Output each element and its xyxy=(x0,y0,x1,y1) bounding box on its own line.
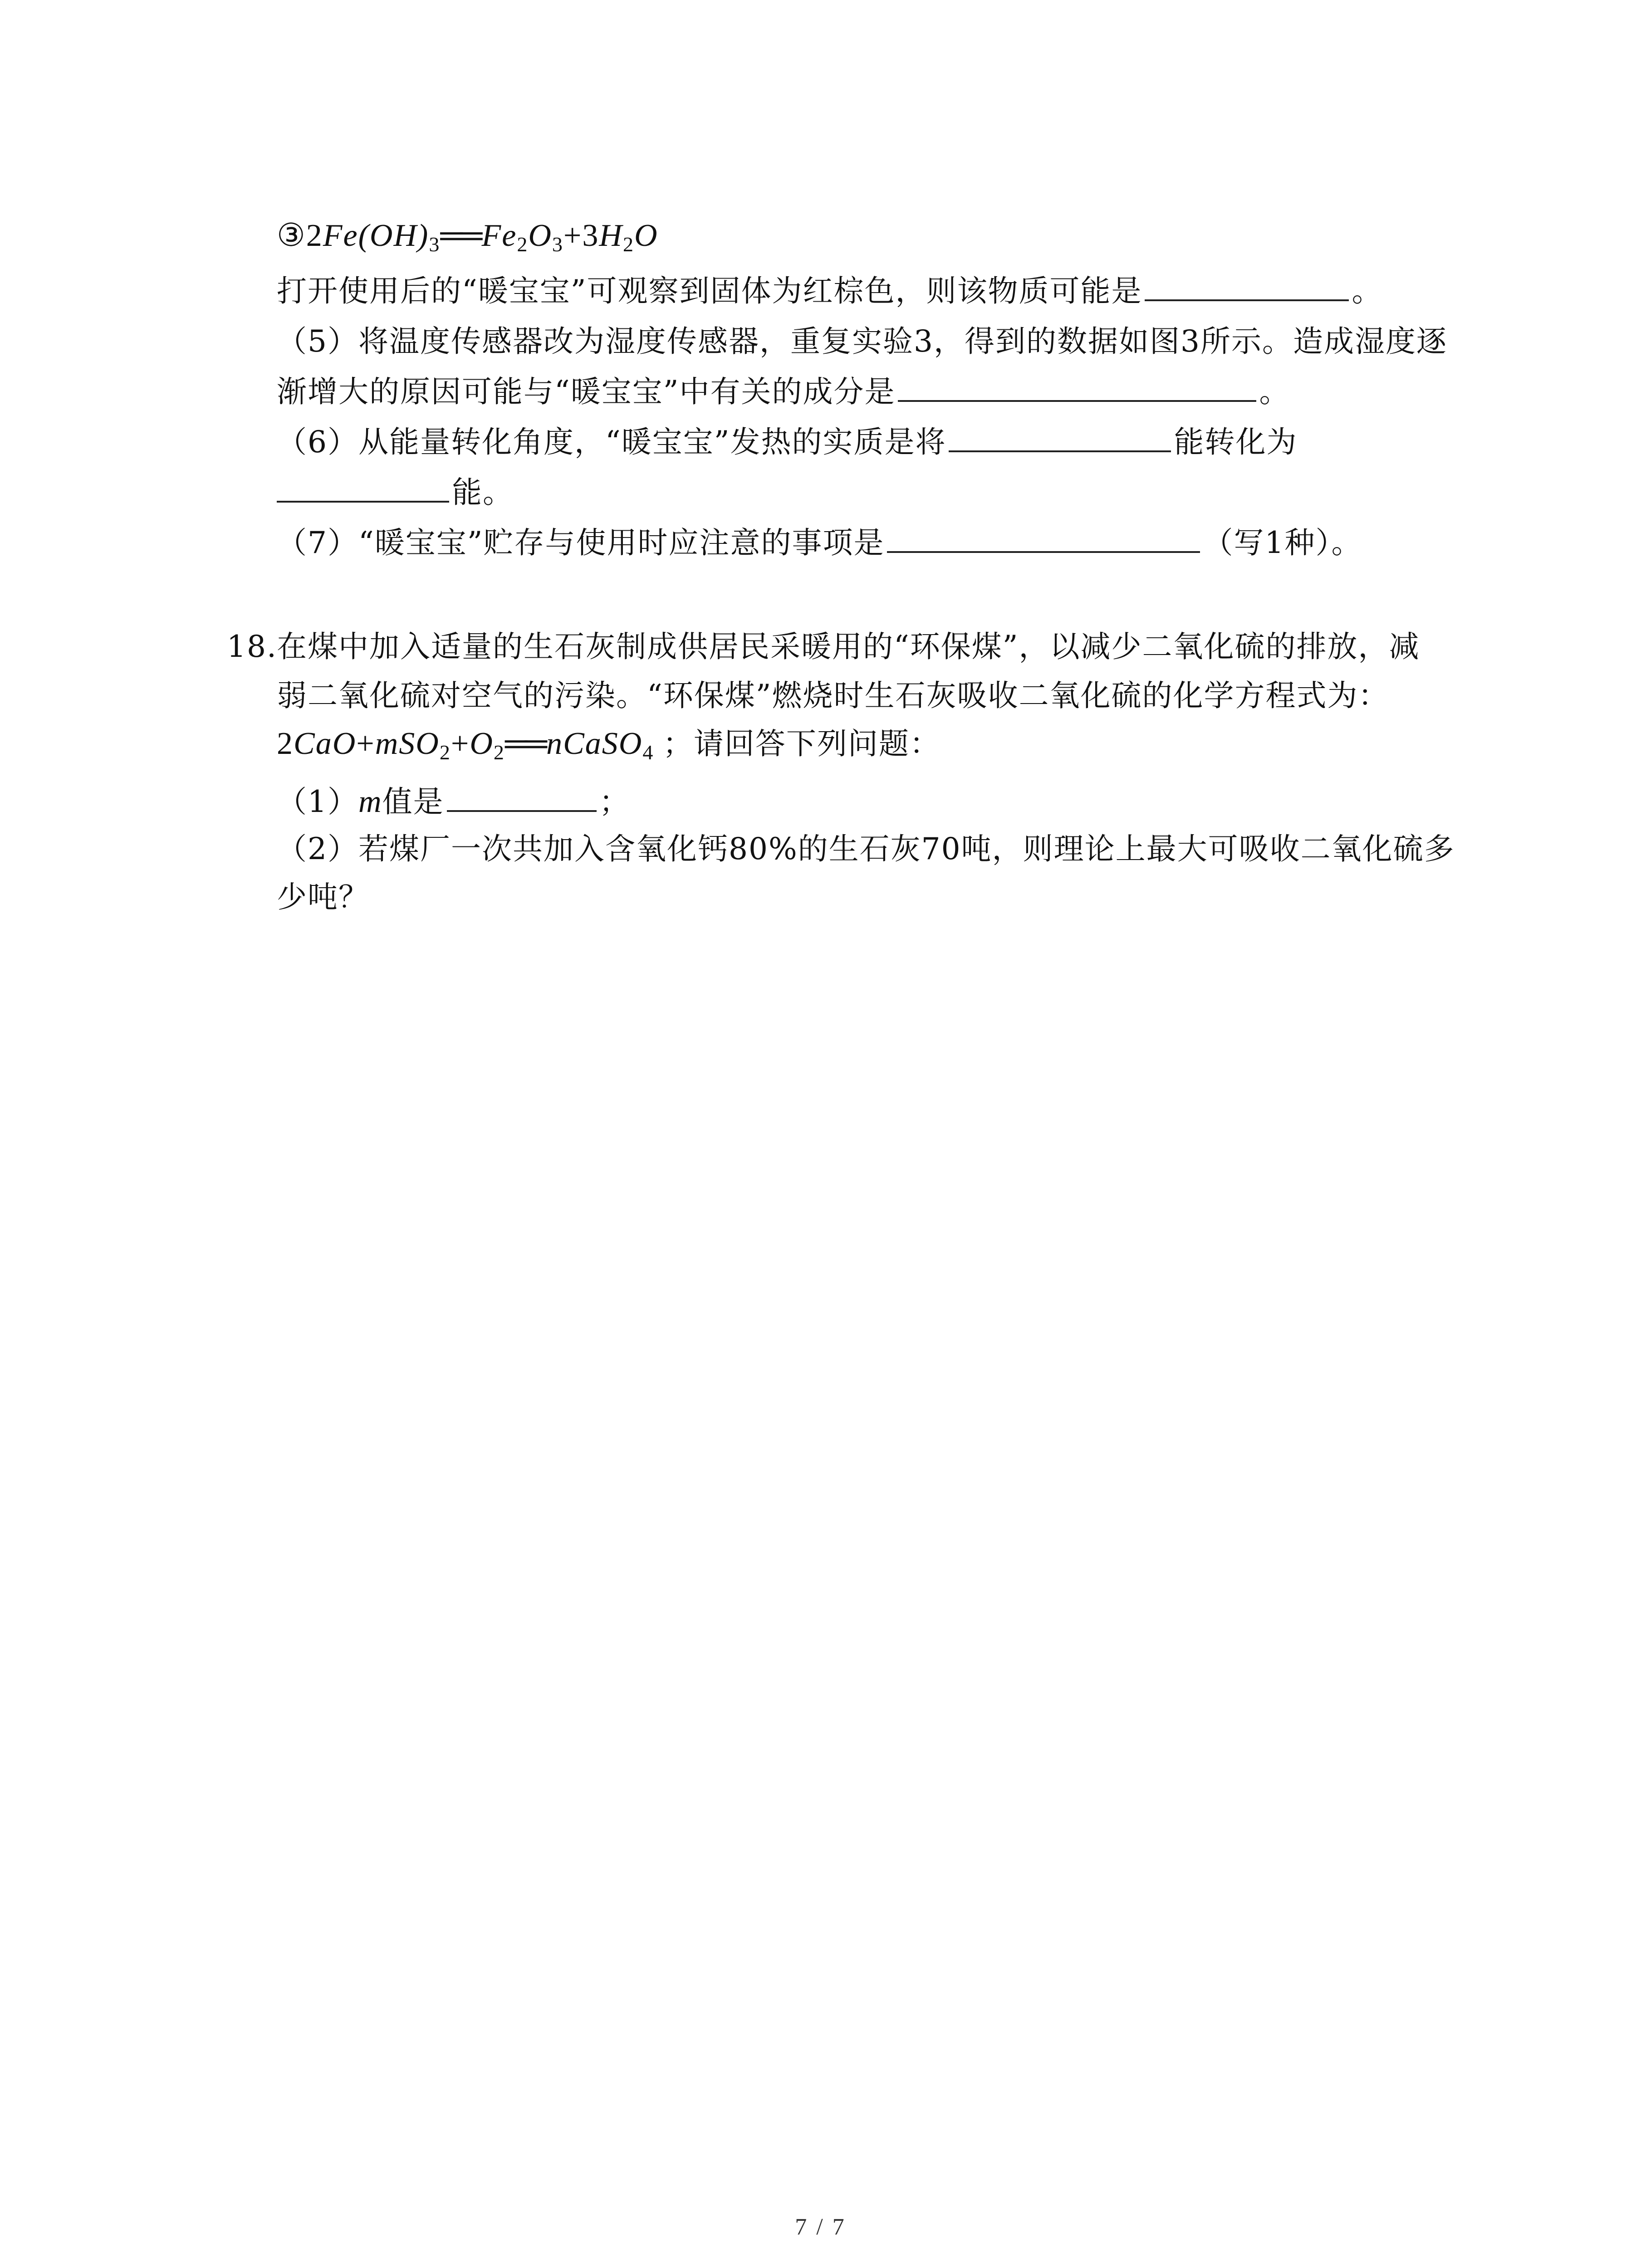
reaction-arrow: ══ xyxy=(440,218,480,253)
answer-blank-part6-source[interactable] xyxy=(949,422,1171,452)
q17-part5-line1: （5）将温度传感器改为湿度传感器，重复实验3，得到的数据如图3所示。造成湿度逐 xyxy=(277,324,1447,359)
q17-part6-line2: 能。 xyxy=(277,470,514,515)
circle-number-3: ③ xyxy=(277,218,306,253)
q18-line1: 18.在煤中加入适量的生石灰制成供居民采暖用的“环保煤”，以减少二氧化硫的排放，减 xyxy=(227,624,1420,670)
reaction-3-equation: $③2Fe(OH)_3══Fe_2O_3+3H_2O$ xyxy=(277,218,658,256)
q17-part5-line2: 渐增大的原因可能与“暖宝宝”中有关的成分是 。 xyxy=(277,369,1290,415)
page-number: 7 / 7 xyxy=(795,2214,846,2240)
q17-part7-line: （7）“暖宝宝”贮存与使用时应注意的事项是 （写1种）。 xyxy=(277,520,1362,566)
q18-part1-line: （1）m值是 ； xyxy=(277,779,630,825)
q18-equation-line: $2CaO+mSO_2+O_2══nCaSO_4$ ；请回答下列问题： xyxy=(277,726,941,764)
q18-part2-line1: （2）若煤厂一次共加入含氧化钙80%的生石灰70吨，则理论上最大可吸收二氧化硫多 xyxy=(277,831,1455,866)
question-number: 18. xyxy=(227,629,277,664)
answer-blank-part7[interactable] xyxy=(887,523,1200,553)
q17-residue-line: 打开使用后的“暖宝宝”可观察到固体为红棕色，则该物质可能是 。 xyxy=(277,269,1382,314)
answer-blank-part5[interactable] xyxy=(898,372,1256,402)
reaction-arrow: ══ xyxy=(505,726,545,761)
answer-blank-residue[interactable] xyxy=(1145,271,1349,301)
answer-blank-part6-target[interactable] xyxy=(277,473,449,503)
q18-line2: 弱二氧化硫对空气的污染。“环保煤”燃烧时生石灰吸收二氧化硫的化学方程式为： xyxy=(277,678,1389,713)
q18-part2-line2: 少吨？ xyxy=(277,880,369,914)
q17-part6-line1: （6）从能量转化角度，“暖宝宝”发热的实质是将 能转化为 xyxy=(277,420,1297,465)
answer-blank-m-value[interactable] xyxy=(447,782,597,812)
q18-equation: $2CaO+mSO_2+O_2══nCaSO_4$ xyxy=(277,726,654,764)
